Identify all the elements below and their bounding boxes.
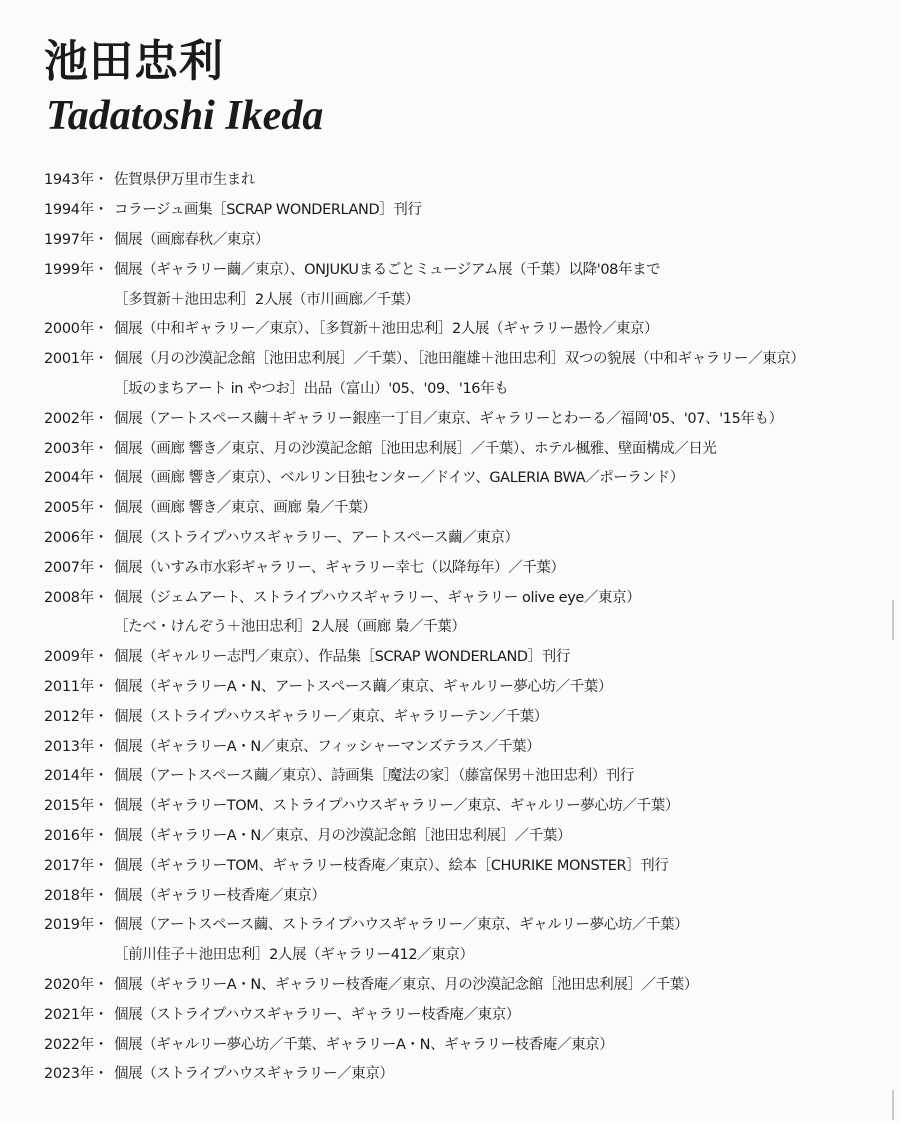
entry-text: 個展（ギャラリーA・N、アートスペース繭／東京、ギャルリー夢心坊／千葉） [114,678,613,695]
entry-text: 個展（アートスペース繭、ストライプハウスギャラリー／東京、ギャルリー夢心坊／千葉） [114,917,689,934]
entry-text: ［前川佳子＋池田忠利］2人展（ギャラリー412／東京） [114,947,474,964]
entry-year: 2021年・ [44,1006,109,1023]
entry-year: 2001年・ [44,351,109,368]
entry-text: コラージュ画集［SCRAP WONDERLAND］刊行 [114,202,422,219]
entry-text: 個展（アートスペース繭＋ギャラリー銀座一丁目／東京、ギャラリーとわーる／福岡'05、'07、'15年も） [114,410,783,427]
biography-entry-continuation [44,283,894,313]
entry-year: 1997年・ [44,231,109,248]
biography-list [44,164,894,1088]
entry-text: 個展（ギャラリーA・N／東京、月の沙漠記念館［池田忠利展］／千葉） [114,827,572,844]
biography-entry [44,730,894,760]
biography-entry [44,224,894,254]
biography-entry-continuation [44,373,894,403]
biography-entry [44,551,894,581]
entry-year: 2009年・ [44,649,109,666]
entry-year: 2013年・ [44,738,109,755]
entry-text: 個展（ストライプハウスギャラリー、アートスペース繭／東京） [114,529,519,546]
entry-year: 2017年・ [44,857,109,874]
biography-entry [44,700,894,730]
biography-entry-continuation [44,939,894,969]
biography-entry [44,522,894,552]
biography-entry-continuation [44,611,894,641]
entry-text: 個展（画廊春秋／東京） [114,231,270,248]
biography-entry [44,790,894,820]
entry-text: 個展（中和ギャラリー／東京）、［多賀新＋池田忠利］2人展（ギャラリー愚怜／東京） [114,321,659,338]
entry-text: 個展（画廊 響き／東京）、ベルリン日独センター／ドイツ、GALERIA BWA／ポーランド） [114,470,684,487]
scan-edge-mark [892,600,894,640]
biography-entry [44,492,894,522]
entry-year: 2011年・ [44,678,109,695]
entry-year: 2007年・ [44,559,109,576]
entry-text: 個展（ギャラリー繭／東京）、ONJUKUまるごとミュージアム展（千葉）以降'08年まで [114,261,661,278]
entry-year: 2020年・ [44,976,109,993]
biography-entry [44,462,894,492]
biography-entry [44,909,894,939]
biography-entry [44,969,894,999]
entry-text: 個展（ギャルリー夢心坊／千葉、ギャラリーA・N、ギャラリー枝香庵／東京） [114,1036,614,1053]
entry-text: 個展（画廊 響き／東京、月の沙漠記念館［池田忠利展］／千葉）、ホテル楓雅、壁面構成／日光 [114,440,717,457]
biography-entry [44,432,894,462]
entry-year: 2005年・ [44,500,109,517]
biography-entry [44,671,894,701]
biography-entry [44,164,894,194]
biography-entry [44,879,894,909]
biography-entry [44,343,894,373]
entry-year: 2008年・ [44,589,109,606]
entry-year: 2015年・ [44,798,109,815]
entry-year: 2019年・ [44,917,109,934]
entry-year: 1994年・ [44,202,109,219]
entry-year: 2016年・ [44,827,109,844]
entry-year: 2004年・ [44,470,109,487]
entry-year: 2018年・ [44,887,109,904]
biography-entry [44,1058,894,1088]
biography-entry [44,998,894,1028]
entry-year: 2023年・ [44,1066,109,1083]
entry-year: 1943年・ [44,172,109,189]
entry-text: ［多賀新＋池田忠利］2人展（市川画廊／千葉） [114,291,419,308]
entry-text: 個展（月の沙漠記念館［池田忠利展］／千葉）、［池田龍雄＋池田忠利］双つの貌展（中和ギャラリー／東京） [114,351,805,368]
biography-entry [44,1028,894,1058]
entry-text: 個展（いすみ市水彩ギャラリー、ギャラリー幸七（以降毎年）／千葉） [114,559,565,576]
entry-year: 2000年・ [44,321,109,338]
entry-text: 個展（ギャラリーA・N／東京、フィッシャーマンズテラス／千葉） [114,738,541,755]
entry-year: 1999年・ [44,261,109,278]
entry-year: 2002年・ [44,410,109,427]
biography-entry [44,849,894,879]
scan-edge-mark [892,1090,894,1120]
artist-name-english: Tadatoshi Ikeda [46,93,324,139]
biography-entry [44,820,894,850]
entry-text: 佐賀県伊万里市生まれ [114,172,255,189]
entry-text: 個展（画廊 響き／東京、画廊 梟／千葉） [114,500,377,517]
biography-entry [44,253,894,283]
entry-text: 個展（ギャラリー枝香庵／東京） [114,887,326,904]
biography-entry [44,641,894,671]
entry-text: 個展（ストライプハウスギャラリー／東京、ギャラリーテン／千葉） [114,708,548,725]
artist-name-japanese: 池田忠利 [44,36,224,87]
entry-text: 個展（ギャラリーTOM、ギャラリー枝香庵／東京）、絵本［CHURIKE MONSTER］刊行 [114,857,669,874]
entry-text: 個展（ギャラリーA・N、ギャラリー枝香庵／東京、月の沙漠記念館［池田忠利展］／千葉） [114,976,698,993]
entry-text: 個展（ギャラリーTOM、ストライプハウスギャラリー／東京、ギャルリー夢心坊／千葉） [114,798,679,815]
entry-year: 2006年・ [44,529,109,546]
biography-entry [44,402,894,432]
entry-text: 個展（アートスペース繭／東京）、詩画集［魔法の家］（藤富保男＋池田忠利）刊行 [114,768,634,785]
entry-year: 2012年・ [44,708,109,725]
entry-year: 2003年・ [44,440,109,457]
biography-entry [44,313,894,343]
entry-text: 個展（ストライプハウスギャラリー、ギャラリー枝香庵／東京） [114,1006,520,1023]
entry-text: 個展（ストライプハウスギャラリー／東京） [114,1066,394,1083]
entry-text: ［坂のまちアート in やつお］出品（富山）'05、'09、'16年も [114,380,509,397]
biography-entry [44,581,894,611]
biography-entry [44,760,894,790]
entry-text: ［たべ・けんぞう＋池田忠利］2人展（画廊 梟／千葉） [114,619,466,636]
entry-text: 個展（ジェムアート、ストライプハウスギャラリー、ギャラリー olive eye／東京） [114,589,641,606]
biography-entry [44,194,894,224]
entry-text: 個展（ギャルリー志門／東京）、作品集［SCRAP WONDERLAND］刊行 [114,649,570,666]
entry-year: 2014年・ [44,768,109,785]
entry-year: 2022年・ [44,1036,109,1053]
